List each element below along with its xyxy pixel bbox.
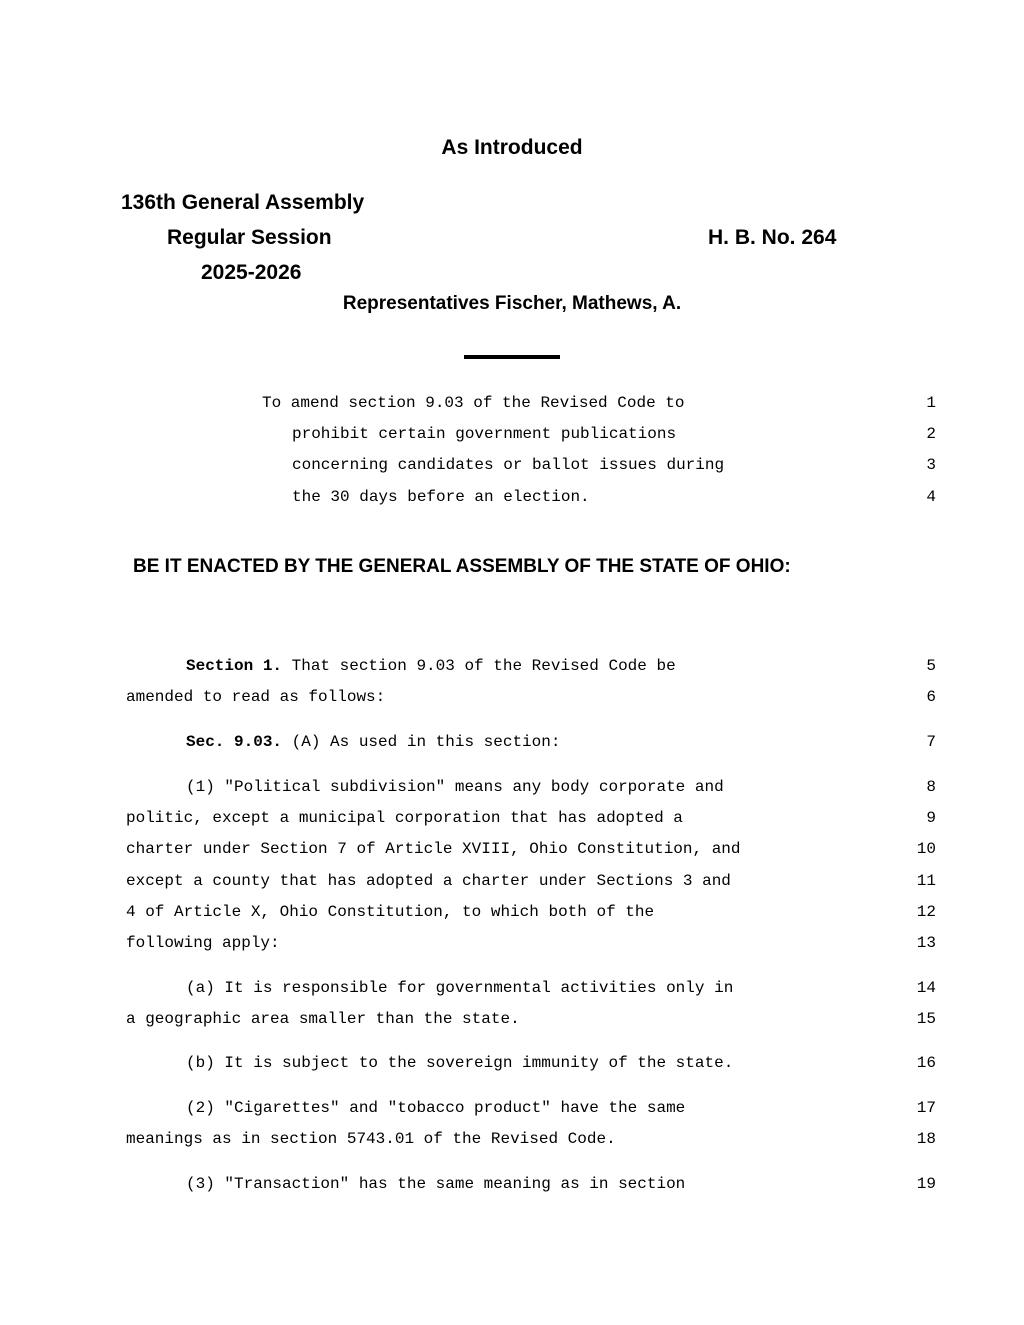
sec-903-text: (A) As used in this section: (282, 733, 561, 751)
sec-903-label: Sec. 9.03. (186, 733, 283, 751)
title-line: prohibit certain government publications (292, 425, 677, 443)
bill-number: H. B. No. 264 (708, 226, 837, 249)
body-line: charter under Section 7 of Article XVIII, Ohio Constitution, and (126, 840, 741, 858)
enacting-clause: BE IT ENACTED BY THE GENERAL ASSEMBLY OF THE STATE OF OHIO: (133, 556, 791, 577)
sec-903-heading (186, 732, 560, 752)
title-line: concerning candidates or ballot issues during (292, 456, 725, 474)
body-line: (2) "Cigarettes" and "tobacco product" have the same (186, 1099, 686, 1117)
sponsors: Representatives Fischer, Mathews, A. (342, 293, 682, 314)
line-number: 10 (916, 840, 936, 858)
line-number: 2 (926, 425, 936, 443)
body-line: amended to read as follows: (126, 688, 386, 706)
body-line: (b) It is subject to the sovereign immunity of the state. (186, 1054, 734, 1072)
line-number: 8 (926, 778, 936, 796)
line-number: 19 (916, 1175, 936, 1193)
line-number: 9 (926, 809, 936, 827)
section-1-text: That section 9.03 of the Revised Code be (282, 657, 676, 675)
line-number: 4 (926, 488, 936, 506)
line-number: 14 (916, 979, 936, 997)
body-line: meanings as in section 5743.01 of the Revised Code. (126, 1130, 616, 1148)
title-line: To amend section 9.03 of the Revised Code to (262, 394, 685, 412)
section-1-heading (186, 656, 676, 676)
line-number: 13 (916, 934, 936, 952)
line-number: 11 (916, 872, 936, 890)
body-line: following apply: (126, 934, 280, 952)
body-line: politic, except a municipal corporation that has adopted a (126, 809, 683, 827)
session-label: Regular Session (167, 226, 332, 249)
line-number: 15 (916, 1010, 936, 1028)
document-status: As Introduced (441, 136, 583, 159)
body-line: a geographic area smaller than the state. (126, 1010, 520, 1028)
body-line: (3) "Transaction" has the same meaning as in section (186, 1175, 686, 1193)
body-line: 4 of Article X, Ohio Constitution, to which both of the (126, 903, 655, 921)
line-number: 17 (916, 1099, 936, 1117)
title-line: the 30 days before an election. (292, 488, 590, 506)
line-number: 1 (926, 394, 936, 412)
general-assembly: 136th General Assembly (121, 191, 365, 214)
line-number: 5 (926, 657, 936, 675)
divider-rule (464, 355, 560, 359)
session-years: 2025-2026 (201, 261, 302, 284)
line-number: 16 (916, 1054, 936, 1072)
line-number: 18 (916, 1130, 936, 1148)
section-1-label: Section 1. (186, 657, 283, 675)
line-number: 3 (926, 456, 936, 474)
body-line: (a) It is responsible for governmental activities only in (186, 979, 734, 997)
body-line: (1) "Political subdivision" means any body corporate and (186, 778, 724, 796)
body-line: except a county that has adopted a charter under Sections 3 and (126, 872, 731, 890)
line-number: 6 (926, 688, 936, 706)
line-number: 7 (926, 733, 936, 751)
line-number: 12 (916, 903, 936, 921)
